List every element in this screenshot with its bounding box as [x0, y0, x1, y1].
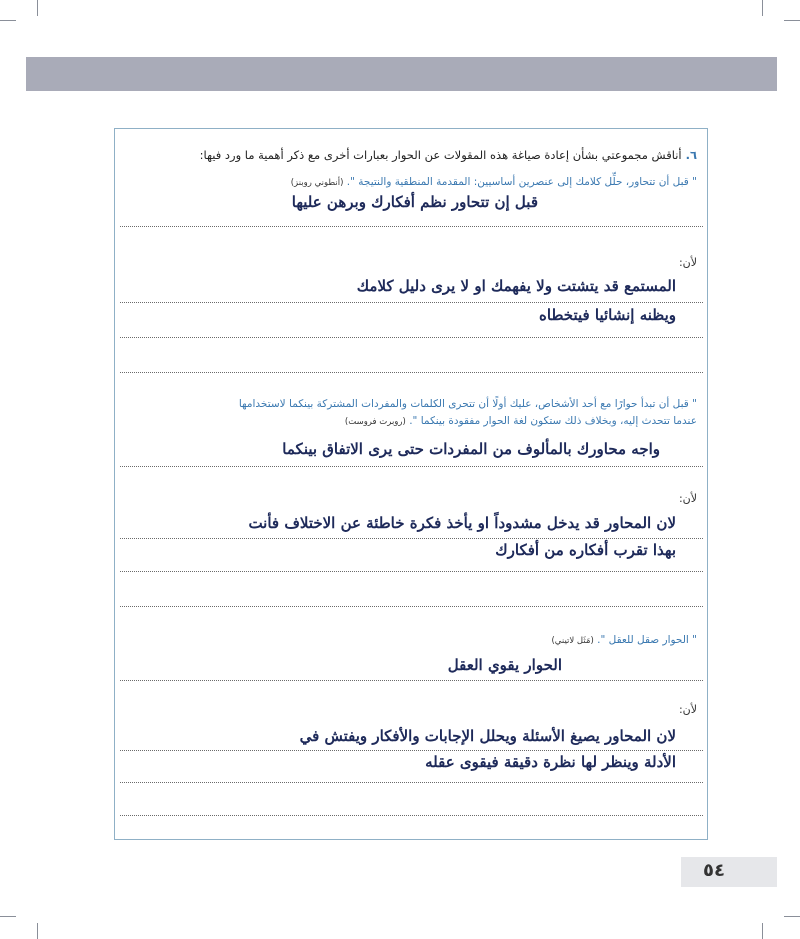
- answer-line: [120, 750, 703, 751]
- quote-2-author: (روبرت فروست): [344, 417, 406, 427]
- answer-line: [120, 372, 703, 373]
- answer-2-reason-line-1: لان المحاور قد يدخل مشدوداً او يأخذ فكرة خاطئة عن الاختلاف فأنت: [248, 514, 676, 532]
- answer-2-rephrase: واجه محاورك بالمألوف من المفردات حتى يرى الاتفاق بينكما: [282, 440, 660, 458]
- crop-mark: [762, 923, 763, 939]
- because-label-3: لأن:: [678, 703, 697, 716]
- because-label-1: لأن:: [678, 256, 697, 269]
- answer-1-reason-line-1: المستمع قد يتشتت ولا يفهمك او لا يرى دليل كلامك: [356, 277, 676, 295]
- answer-line: [120, 680, 703, 681]
- answer-1-rephrase: قبل إن تتحاور نظم أفكارك وبرهن عليها: [291, 193, 538, 211]
- page-number-box: [681, 857, 777, 887]
- crop-mark: [0, 916, 16, 917]
- crop-mark: [37, 0, 38, 16]
- crop-mark: [762, 0, 763, 16]
- quote-2-text-line-1: " قبل أن تبدأ حوارًا مع أحد الأشخاص، عليك أولًا أن تتحرى الكلمات والمفردات المشتركة بينكما لاستخدامها: [238, 398, 697, 410]
- quote-3-author: (مَثَل لاتيني): [551, 636, 594, 646]
- quote-3-text: " الحوار صقل للعقل ".: [597, 634, 697, 646]
- answer-1-reason-line-2: ويظنه إنشائيا فيتخطاه: [539, 306, 676, 324]
- question-number: ٦.: [685, 148, 697, 162]
- quote-1-author: (أنطوني روبنز): [290, 178, 344, 188]
- answer-line: [120, 571, 703, 572]
- quote-1: [291, 174, 697, 192]
- answer-3-reason-line-1: لان المحاور يصيغ الأسئلة ويحلل الإجابات والأفكار ويفتش في: [299, 727, 676, 745]
- header-band: [26, 57, 777, 91]
- quote-2: [239, 396, 697, 431]
- answer-line: [120, 782, 703, 783]
- crop-mark: [784, 20, 800, 21]
- quote-2-text-line-2: عندما تتحدث إليه، وبخلاف ذلك ستكون لغة الحوار مفقودة بينكما ".: [409, 415, 697, 427]
- answer-line: [120, 337, 703, 338]
- answer-3-reason-line-2: الأدلة وينظر لها نظرة دقيقة فيقوى عقله: [425, 753, 676, 771]
- because-label-2: لأن:: [678, 492, 697, 505]
- answer-line: [120, 302, 703, 303]
- question-text: أناقش مجموعتي بشأن إعادة صياغة هذه المقولات عن الحوار بعبارات أخرى مع ذكر أهمية ما ورد فيها:: [199, 148, 682, 162]
- answer-line: [120, 606, 703, 607]
- crop-mark: [0, 20, 16, 21]
- quote-1-text: " قبل أن تتحاور، حلِّل كلامك إلى عنصرين أساسيين: المقدمة المنطقية والنتيجة ".: [346, 176, 697, 188]
- answer-line: [120, 226, 703, 227]
- answer-line: [120, 538, 703, 539]
- answer-2-reason-line-2: بهذا تقرب أفكاره من أفكارك: [495, 541, 676, 559]
- crop-mark: [784, 916, 800, 917]
- quote-3: [551, 632, 697, 650]
- crop-mark: [37, 923, 38, 939]
- answer-3-rephrase: الحوار يقوي العقل: [447, 656, 562, 674]
- question-title: [97, 148, 697, 162]
- answer-line: [120, 466, 703, 467]
- answer-line: [120, 815, 703, 816]
- page-number: ٥٤: [703, 860, 725, 881]
